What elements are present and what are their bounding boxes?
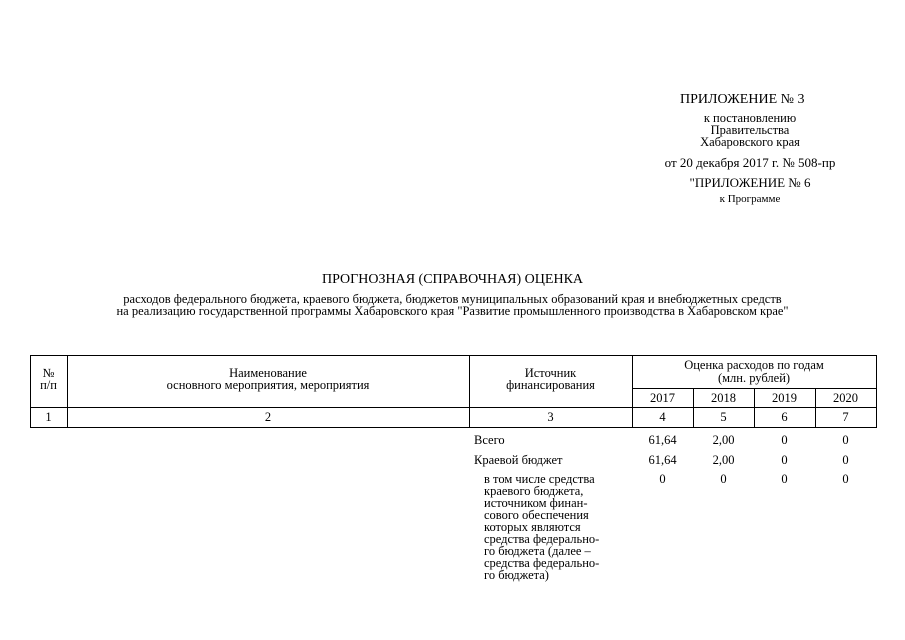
row-value: 61,64 <box>648 453 677 467</box>
appendix-line: Хабаровского края <box>700 135 800 149</box>
header-source: Источник <box>524 366 577 380</box>
row-value: 2,00 <box>712 453 735 467</box>
header-no: п/п <box>40 378 57 392</box>
column-number: 5 <box>720 410 727 424</box>
row-source-line: источником финан- <box>484 496 588 510</box>
row-value: 0 <box>781 472 788 486</box>
header-source: финансирования <box>506 378 595 392</box>
header-year: 2020 <box>833 391 858 405</box>
header-year: 2017 <box>650 391 675 405</box>
row-source-line: краевого бюджета, <box>484 484 584 498</box>
row-value: 0 <box>781 433 788 447</box>
row-value: 61,64 <box>648 433 677 447</box>
row-source-line: го бюджета) <box>484 568 549 582</box>
row-source: Всего <box>474 433 505 447</box>
column-number: 3 <box>547 410 554 424</box>
appendix-title: ПРИЛОЖЕНИЕ № 3 <box>680 92 805 107</box>
header-no: № <box>42 366 55 380</box>
row-value: 0 <box>842 433 849 447</box>
row-value: 0 <box>842 472 849 486</box>
header-name: основного мероприятия, мероприятия <box>166 378 370 392</box>
row-source-line: которых являются <box>484 520 581 534</box>
row-source: Краевой бюджет <box>474 453 563 467</box>
row-source-line: средства федерально- <box>484 532 600 546</box>
page-title: ПРОГНОЗНАЯ (СПРАВОЧНАЯ) ОЦЕНКА <box>321 272 584 287</box>
row-value: 2,00 <box>712 433 735 447</box>
page-subtitle: на реализацию государственной программы Хабаровского края "Развитие промышленного производства в Хабаровском крае" <box>116 304 789 318</box>
row-value: 0 <box>781 453 788 467</box>
appendix-decree: от 20 декабря 2017 г. № 508-пр <box>664 155 836 170</box>
column-number: 6 <box>781 410 788 424</box>
column-number: 7 <box>842 410 849 424</box>
appendix-line: к постановлению <box>703 111 797 125</box>
header-year: 2018 <box>711 391 736 405</box>
row-value: 0 <box>842 453 849 467</box>
appendix-nested-title: "ПРИЛОЖЕНИЕ № 6 <box>689 175 811 190</box>
page-subtitle: расходов федерального бюджета, краевого бюджета, бюджетов муниципальных образований края и внебюджетных средств <box>123 292 782 306</box>
header-name: Наименование <box>229 366 307 380</box>
column-number: 4 <box>659 410 666 424</box>
header-estimate: Оценка расходов по годам <box>684 358 824 372</box>
column-number: 1 <box>45 410 52 424</box>
row-value: 0 <box>659 472 666 486</box>
column-number: 2 <box>264 410 272 424</box>
row-source-line: средства федерально- <box>484 556 600 570</box>
header-estimate: (млн. рублей) <box>717 371 791 385</box>
row-source-line: сового обеспечения <box>484 508 589 522</box>
header-year: 2019 <box>772 391 797 405</box>
row-source-line: в том числе средства <box>484 472 595 486</box>
row-value: 0 <box>720 472 727 486</box>
appendix-program: к Программе <box>719 193 781 205</box>
row-source-line: го бюджета (далее – <box>484 544 591 558</box>
appendix-line: Правительства <box>710 123 790 137</box>
